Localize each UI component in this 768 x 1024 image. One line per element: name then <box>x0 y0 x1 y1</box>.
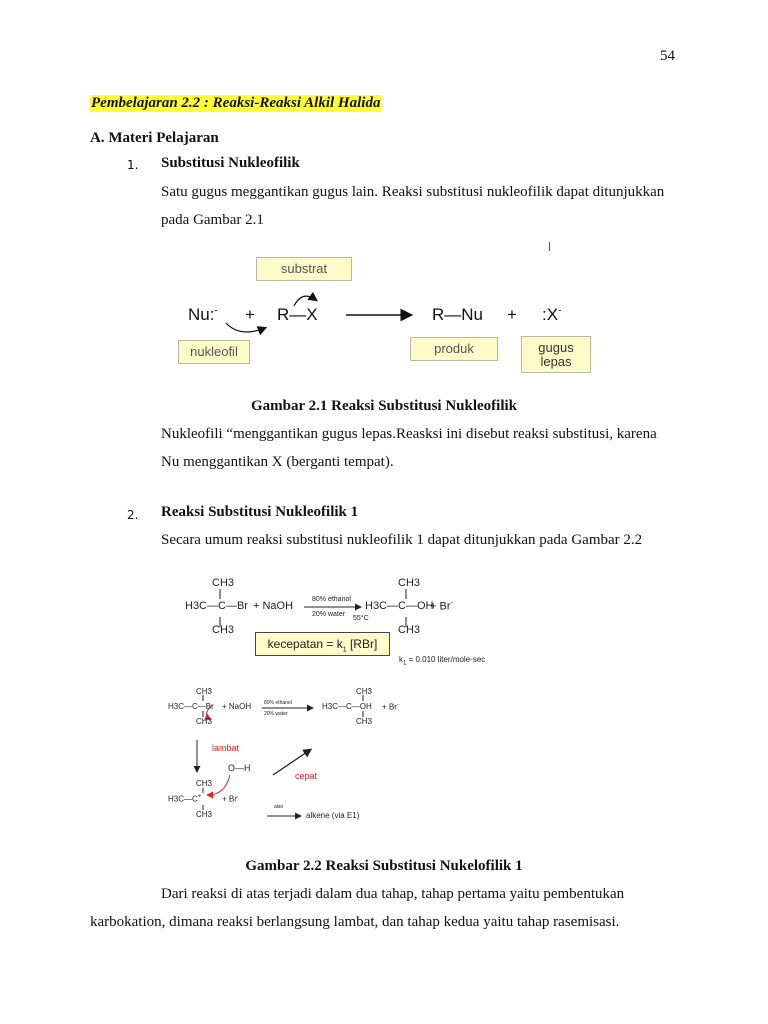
rate-constant <box>399 655 485 667</box>
mechanism-bromide-text: + Br <box>222 794 237 804</box>
ch3-cation-bottom: CH3 <box>196 810 213 819</box>
ch3-top-2: CH3 <box>398 577 421 589</box>
leaving-group-text <box>542 305 561 325</box>
plus-sign-2: + <box>507 305 517 324</box>
naoh-reagent: + NaOH <box>253 600 294 612</box>
small-condition-water: 20% water <box>264 711 288 717</box>
carbocation-charge: + <box>197 794 202 800</box>
lesson-title: Pembelajaran 2.2 : Reaksi-Reaksi Alkil Halida <box>91 95 381 111</box>
condition-water: 20% water <box>312 611 346 618</box>
ch3-small-bottom-1: CH3 <box>196 717 213 726</box>
condition-ethanol: 80% ethanol <box>312 596 351 603</box>
label-lambat: lambat <box>212 743 240 753</box>
small-substrate: H3C—C—Br <box>168 702 214 711</box>
item-1-paragraph-line-1: Satu gugus meggantikan gugus lain. Reaksi substitusi nukleofilik dapat ditunjukkan <box>161 184 665 200</box>
label-substrat: substrat <box>256 257 352 281</box>
label-cepat: cepat <box>295 771 318 781</box>
k-value: = 0.010 liter/mole-sec <box>406 655 486 664</box>
plus-sign-1: + <box>245 305 255 324</box>
figure-2-1 <box>170 238 600 378</box>
bromide-product <box>430 600 453 613</box>
final-paragraph-line-2: karbokation, dimana reaksi berlangsung lambat, dan tahap kedua yaitu tahap rasemisasi. <box>90 914 620 930</box>
item-2-title: Reaksi Substitusi Nukleofilik 1 <box>161 504 359 520</box>
ch3-bottom-1: CH3 <box>212 624 235 636</box>
after-figure-1-line-2: Nu menggantikan X (berganti tempat). <box>161 454 394 470</box>
substrate-rx: R—X <box>277 305 318 324</box>
item-1-title: Substitusi Nukleofilik <box>161 155 300 171</box>
ch3-cation-top: CH3 <box>196 779 213 788</box>
figure-2-2 <box>160 575 520 830</box>
substrate-tbutyl-bromide: H3C—C—Br <box>185 600 248 612</box>
small-product: H3C—C—OH <box>322 702 372 711</box>
bromide-charge: - <box>450 600 453 607</box>
page-number: 54 <box>660 48 675 64</box>
item-1-number: 1. <box>127 158 139 172</box>
section-heading: A. Materi Pelajaran <box>90 130 219 146</box>
label-gugus-lepas: gugus lepas <box>521 336 591 373</box>
ch3-top-1: CH3 <box>212 577 235 589</box>
ch3-small-top-2: CH3 <box>356 687 373 696</box>
nucleophile-text <box>188 305 218 325</box>
rate-label: kecepatan = k <box>267 637 343 651</box>
nu-symbol: Nu: <box>188 305 215 324</box>
k-sub: 1 <box>403 660 407 667</box>
label-alkene: alkene (via E1) <box>306 811 360 820</box>
small-bromide-charge: - <box>396 702 399 708</box>
small-naoh: + NaOH <box>222 702 252 711</box>
condition-temperature: 55°C <box>353 615 369 622</box>
label-also: also <box>274 804 284 810</box>
rate-equation-box <box>255 632 390 656</box>
rate-sub: 1 <box>342 646 347 654</box>
item-2-number: 2. <box>127 508 139 522</box>
figure-2-1-caption: Gambar 2.1 Reaksi Substitusi Nukleofilik <box>250 398 518 414</box>
ch3-small-top-1: CH3 <box>196 687 213 696</box>
leaving-charge: - <box>558 305 562 317</box>
product-tbutanol: H3C—C—OH <box>365 600 434 612</box>
label-produk: produk <box>410 337 498 361</box>
k-symbol: k <box>399 655 403 664</box>
final-paragraph-line-1: Dari reaksi di atas terjadi dalam dua tahap, tahap pertama yaitu pembentukan <box>161 886 625 902</box>
leaving-symbol: :X <box>542 305 559 324</box>
mechanism-bromide-charge: - <box>236 794 239 800</box>
bromide-text: + Br <box>430 600 451 613</box>
product-rnu: R—Nu <box>432 305 484 324</box>
label-nukleofil: nukleofil <box>178 340 250 364</box>
carbocation-text: H3C—C <box>168 794 198 804</box>
nu-charge: - <box>214 305 218 317</box>
rate-tail: [RBr] <box>346 637 378 651</box>
ch3-small-bottom-2: CH3 <box>356 717 373 726</box>
ch3-bottom-2: CH3 <box>398 624 421 636</box>
after-figure-1-line-1: Nukleofili “menggantikan gugus lepas.Reasksi ini disebut reaksi substitusi, karena <box>161 426 657 442</box>
mechanism-bromide <box>222 794 239 804</box>
carbocation <box>168 794 201 804</box>
figure-2-2-caption: Gambar 2.2 Reaksi Substitusi Nukelofilik 1 <box>245 858 523 874</box>
small-bromide-text: + Br <box>382 702 397 712</box>
item-2-paragraph: Secara umum reaksi substitusi nukleofilik 1 dapat ditunjukkan pada Gambar 2.2 <box>161 532 643 548</box>
item-1-paragraph-line-2: pada Gambar 2.1 <box>161 212 264 228</box>
water-molecule: O—H <box>228 763 251 773</box>
small-bromide <box>382 702 399 712</box>
small-condition-ethanol: 80% ethanol <box>264 700 292 706</box>
